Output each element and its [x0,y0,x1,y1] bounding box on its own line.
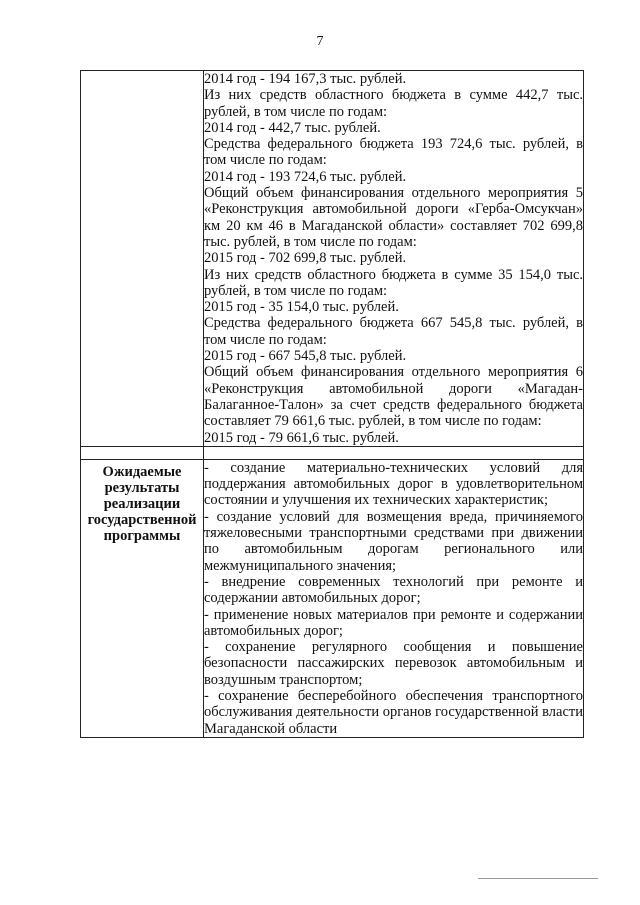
result-item: - сохранение регулярного сообщения и повышение безопасности пассажирских перевозок автомобильным и воздушным транспортом; [204,639,583,688]
results-label: Ожидаемые результаты реализации государственной программы [87,463,197,544]
funding-line: 2014 год - 194 167,3 тыс. рублей. [204,71,407,87]
bottom-divider [478,878,598,879]
funding-label-cell [81,71,204,447]
funding-line: Средства федерального бюджета 667 545,8 тыс. рублей, в том числе по годам: [204,315,583,348]
funding-line: 2015 год - 35 154,0 тыс. рублей. [204,299,399,316]
funding-line: 2015 год - 79 661,6 тыс. рублей. [204,429,399,446]
funding-line: Из них средств областного бюджета в сумме 442,7 тыс. рублей, в том числе по годам: [204,87,583,120]
result-item: - внедрение современных технологий при ремонте и содержании автомобильных дорог; [204,573,583,607]
funding-line: 2014 год - 193 724,6 тыс. рублей. [204,168,407,185]
funding-content-cell [204,71,584,447]
results-label-cell [81,459,204,737]
spacer-cell [204,446,584,459]
funding-line: Из них средств областного бюджета в сумме 35 154,0 тыс. рублей, в том числе по годам: [204,266,583,299]
funding-row [81,71,584,447]
spacer-row [81,446,584,459]
funding-line: Средства федерального бюджета 193 724,6 тыс. рублей, в том числе по годам: [204,136,583,169]
funding-line: Общий объем финансирования отдельного мероприятия 5 «Реконструкция автомобильной дороги «Герба-Омсукчан» км 20 км 46 в Магаданской области» составляет 702 699,8 тыс. рублей, в том числе по годам: [204,185,583,250]
funding-line: 2015 год - 667 545,8 тыс. рублей. [204,348,407,365]
results-content-cell [204,459,584,737]
program-passport-table [80,70,584,738]
funding-line: 2014 год - 442,7 тыс. рублей. [204,119,381,136]
spacer-cell [81,446,204,459]
result-item: - сохранение бесперебойного обеспечения транспортного обслуживания деятельности органов государственной власти Магаданской области [204,687,583,737]
result-item: - создание условий для возмещения вреда, причиняемого тяжеловесными транспортными средствами при движении по автомобильным дорогам регионального или межмуниципального значения; [204,508,583,574]
funding-line: 2015 год - 702 699,8 тыс. рублей. [204,250,407,267]
page-number: 7 [316,34,324,49]
result-item: - создание материально-технических условий для поддержания автомобильных дорог в удовлетворительном состоянии и улучшения их технических характеристик; [204,459,583,509]
result-item: - применение новых материалов при ремонте и содержании автомобильных дорог; [204,606,583,639]
results-row [81,459,584,737]
funding-line: Общий объем финансирования отдельного мероприятия 6 «Реконструкция автомобильной дороги «Магадан-Балаганное-Талон» за счет средств федерального бюджета составляет 79 661,6 тыс. рублей, в том числе по годам: [204,364,583,430]
